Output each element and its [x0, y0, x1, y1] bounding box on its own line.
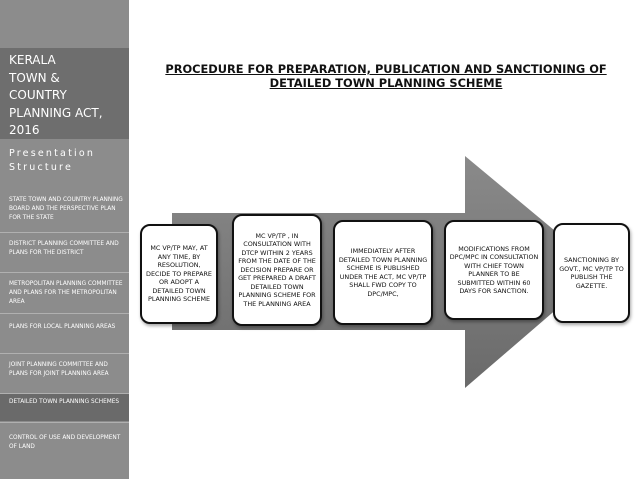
- sidebar-item-control-of-land-use[interactable]: CONTROL OF USE AND DEVELOPMENT OF LAND: [9, 435, 121, 450]
- sidebar-item-detailed-town-planning-schemes[interactable]: DETAILED TOWN PLANNING SCHEMES: [0, 394, 129, 421]
- title-line: TOWN &: [9, 70, 60, 85]
- page-title-line: DETAILED TOWN PLANNING SCHEME: [269, 76, 503, 90]
- subtitle-line: Presentation: [9, 148, 96, 159]
- subtitle-line: Structure: [9, 162, 73, 173]
- step-3-box: IMMEDIATELY AFTER DETAILED TOWN PLANNING SCHEME IS PUBLISHED UNDER THE ACT, MC VP/TP SHALL FWD COPY TO DPC/MPC,: [333, 220, 433, 325]
- title-line: 2016: [9, 123, 40, 137]
- step-4-box: MODIFICATIONS FROM DPC/MPC IN CONSULTATION WITH CHIEF TOWN PLANNER TO BE SUBMITTED WITHIN 60 DAYS FOR SANCTION.: [444, 220, 544, 320]
- page-title-line: PROCEDURE FOR PREPARATION, PUBLICATION AND SANCTIONING OF: [165, 62, 607, 76]
- sidebar-item-district-planning[interactable]: DISTRICT PLANNING COMMITTEE AND PLANS FOR THE DISTRICT: [9, 241, 119, 256]
- sidebar-item-metropolitan-planning[interactable]: METROPOLITAN PLANNING COMMITTEE AND PLANS FOR THE METROPOLITAN AREA: [9, 281, 123, 305]
- step-1-box: MC VP/TP MAY, AT ANY TIME, BY RESOLUTION, DECIDE TO PREPARE OR ADOPT A DETAILED TOWN PLANNING SCHEME: [140, 224, 218, 324]
- sidebar-item-joint-planning[interactable]: JOINT PLANNING COMMITTEE AND PLANS FOR JOINT PLANNING AREA: [9, 362, 109, 377]
- sidebar-item-local-planning-areas[interactable]: PLANS FOR LOCAL PLANNING AREAS: [9, 324, 116, 330]
- step-2-box: MC VP/TP , IN CONSULTATION WITH DTCP WITHIN 2 YEARS FROM THE DATE OF THE DECISION PREPARE OR GET PREPARED A DRAFT DETAILED TOWN PLANNING SCHEME FOR THE PLANNING AREA: [232, 214, 322, 326]
- title-line: COUNTRY: [9, 88, 67, 102]
- sidebar-item-state-planning-board[interactable]: STATE TOWN AND COUNTRY PLANNING BOARD AND THE PERSPECTIVE PLAN FOR THE STATE: [9, 197, 123, 221]
- step-5-box: SANCTIONING BY GOVT., MC VP/TP TO PUBLISH THE GAZETTE.: [553, 223, 630, 323]
- title-line: PLANNING ACT,: [9, 105, 103, 120]
- title-line: KERALA: [9, 53, 56, 67]
